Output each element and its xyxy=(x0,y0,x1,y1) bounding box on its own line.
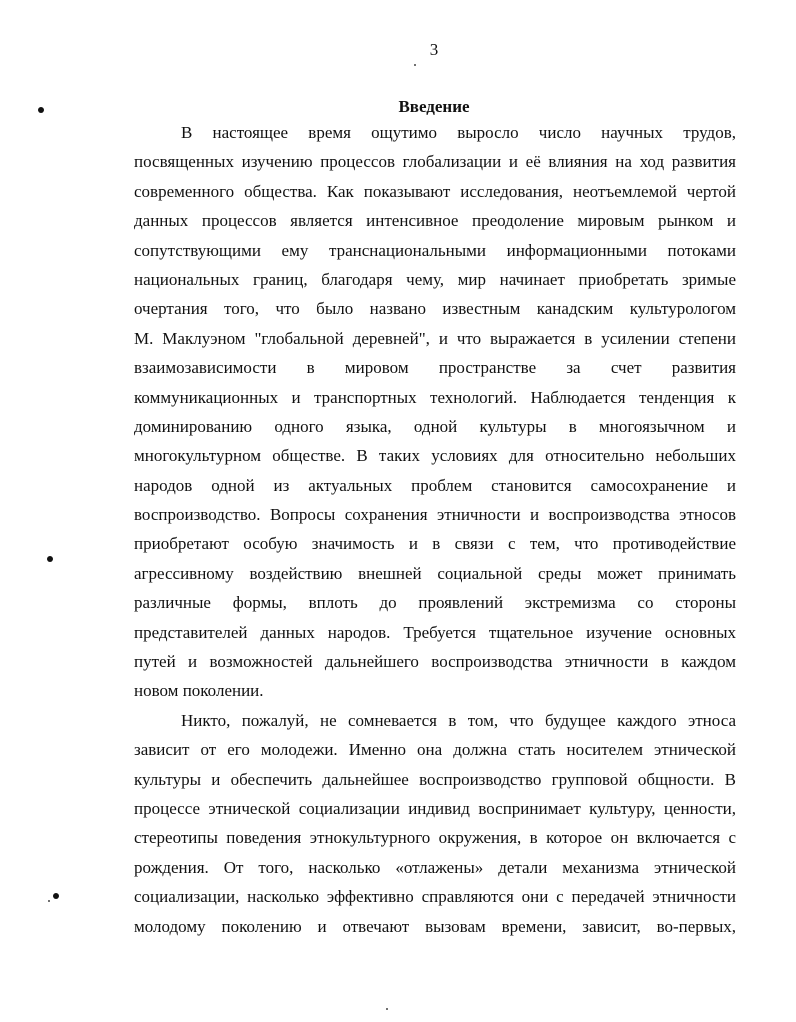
text-line: различные формы, вплоть до проявлений экстремизма со стороны xyxy=(134,593,736,613)
text-line: рождения. От того, насколько «отлажены» детали механизма этнической xyxy=(134,857,736,877)
text-line: представителей данных народов. Требуется тщательное изучение основных xyxy=(134,622,736,642)
text-line: стереотипы поведения этнокультурного окружения, в которое он включается с xyxy=(134,828,736,848)
scan-speck xyxy=(386,1008,388,1010)
text-line: посвященных изучению процессов глобализации и её влияния на ход развития xyxy=(134,152,736,172)
scan-mark xyxy=(47,556,53,562)
body-text xyxy=(134,118,736,941)
scan-mark xyxy=(38,107,44,113)
section-heading: Введение xyxy=(398,97,470,116)
scan-speck xyxy=(414,64,416,66)
text-line: социализации, насколько эффективно справляются они с передачей этничности xyxy=(134,887,736,907)
text-line: культуры и обеспечить дальнейшее воспроизводство групповой общности. В xyxy=(134,769,736,789)
text-line: М. Маклуэном "глобальной деревней", и что выражается в усилении степени xyxy=(134,328,736,348)
text-line: национальных границ, благодаря чему, мир начинает приобретать зримые xyxy=(134,269,736,289)
text-line: В настоящее время ощутимо выросло число научных трудов, xyxy=(181,123,736,142)
text-line: народов одной из актуальных проблем становится самосохранение и xyxy=(134,475,736,495)
text-line: доминированию одного языка, одной культуры в многоязычном и xyxy=(134,416,736,436)
paragraph-2 xyxy=(134,706,736,941)
text-line: приобретают особую значимость и в связи с тем, что противодействие xyxy=(134,534,736,554)
text-line: взаимозависимости в мировом пространстве за счет развития xyxy=(134,358,736,378)
text-line: агрессивному воздействию внешней социальной среды может принимать xyxy=(134,563,736,583)
text-line: Никто, пожалуй, не сомневается в том, что будущее каждого этноса xyxy=(181,710,736,730)
text-line: многокультурном обществе. В таких условиях для относительно небольших xyxy=(134,446,736,466)
text-line: данных процессов является интенсивное преодоление мировым рынком и xyxy=(134,211,736,231)
text-line: очертания того, что было названо известным канадским культурологом xyxy=(134,299,736,319)
text-line: сопутствующими ему транснациональными информационными потоками xyxy=(134,240,736,260)
text-line: новом поколении. xyxy=(134,681,264,701)
text-line: воспроизводство. Вопросы сохранения этничности и воспроизводства этносов xyxy=(134,505,736,525)
page-number: 3 xyxy=(429,40,439,59)
paragraph-1 xyxy=(134,118,736,706)
text-line: современного общества. Как показывают исследования, неотъемлемой чертой xyxy=(134,181,736,201)
text-line: путей и возможностей дальнейшего воспроизводства этничности в каждом xyxy=(134,652,736,672)
text-line: коммуникационных и транспортных технологий. Наблюдается тенденция к xyxy=(134,387,736,407)
scan-speck xyxy=(48,900,50,902)
text-line: молодому поколению и отвечают вызовам времени, зависит, во-первых, xyxy=(134,916,736,936)
text-line: процессе этнической социализации индивид воспринимает культуру, ценности, xyxy=(134,798,736,818)
text-line: зависит от его молодежи. Именно она должна стать носителем этнической xyxy=(134,740,736,760)
scan-mark xyxy=(53,893,59,899)
